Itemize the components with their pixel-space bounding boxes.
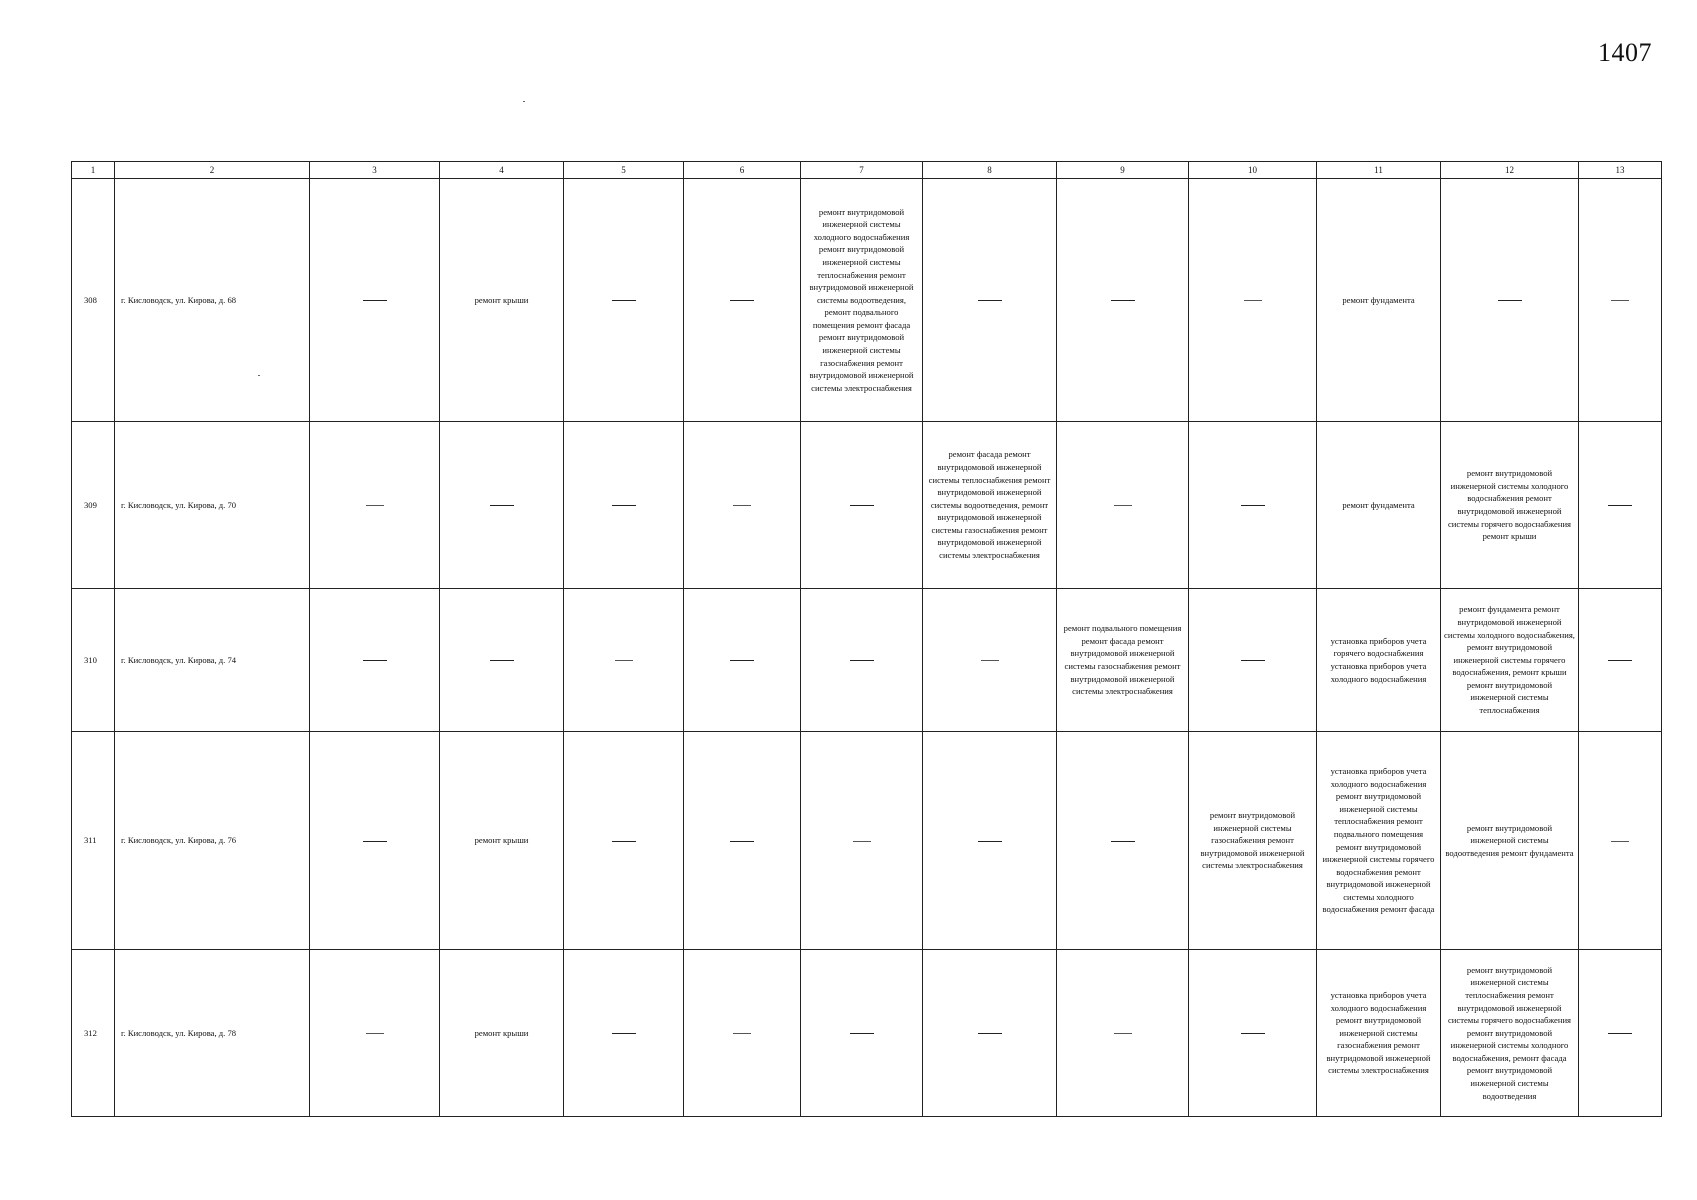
row-number-cell: 312 bbox=[72, 950, 115, 1117]
empty-dash-cell bbox=[1579, 422, 1662, 589]
empty-dash-cell bbox=[801, 950, 923, 1117]
work-type-text: установка приборов учета холодного водоснабжения ремонт внутридомовой инженерной системы теплоснабжения ремонт подвального помещения ремонт внутридомовой инженерной системы горячего водоснабжения ремонт внутридомовой инженерной системы холодного водоснабжения ремонт фасада bbox=[1322, 765, 1435, 915]
empty-dash-cell bbox=[684, 950, 801, 1117]
dash-mark bbox=[1241, 505, 1265, 506]
work-type-cell bbox=[923, 422, 1057, 589]
table-row bbox=[72, 732, 1662, 950]
column-number-13: 13 bbox=[1579, 162, 1662, 179]
work-type-text: ремонт фундамента ремонт внутридомовой инженерной системы холодного водоснабжения, ремонт внутридомовой инженерной системы горячего водоснабжения, ремонт крыши ремонт внутридомовой инженерной системы теплоснабжения bbox=[1444, 604, 1575, 716]
work-type-text: ремонт внутридомовой инженерной системы водоотведения ремонт фундамента bbox=[1445, 822, 1574, 858]
column-number-3: 3 bbox=[310, 162, 440, 179]
empty-dash-cell bbox=[923, 732, 1057, 950]
work-type-cell bbox=[1317, 950, 1441, 1117]
empty-dash-cell bbox=[564, 950, 684, 1117]
empty-dash-cell bbox=[1057, 179, 1189, 422]
work-type-cell bbox=[440, 950, 564, 1117]
dash-mark bbox=[490, 505, 514, 506]
empty-dash-cell bbox=[310, 179, 440, 422]
work-type-text: установка приборов учета холодного водоснабжения ремонт внутридомовой инженерной системы газоснабжения ремонт внутридомовой инженерной системы электроснабжения bbox=[1326, 989, 1431, 1076]
empty-dash-cell bbox=[1189, 422, 1317, 589]
empty-dash-cell bbox=[923, 179, 1057, 422]
work-type-text: ремонт внутридомовой инженерной системы холодного водоснабжения ремонт внутридомовой инженерной системы горячего водоснабжения ремонт крыши bbox=[1447, 468, 1571, 542]
dash-mark bbox=[978, 1033, 1002, 1034]
dash-mark bbox=[1611, 841, 1629, 842]
address-cell: г. Кисловодск, ул. Кирова, д. 78 bbox=[115, 950, 310, 1117]
dash-mark bbox=[1111, 841, 1135, 842]
empty-dash-cell bbox=[801, 589, 923, 732]
table-row bbox=[72, 179, 1662, 422]
empty-dash-cell bbox=[564, 422, 684, 589]
column-number-11: 11 bbox=[1317, 162, 1441, 179]
work-type-cell bbox=[1057, 589, 1189, 732]
empty-dash-cell bbox=[440, 589, 564, 732]
empty-dash-cell bbox=[1189, 589, 1317, 732]
work-type-text: ремонт фундамента bbox=[1342, 499, 1415, 510]
page-number: 1407 bbox=[1598, 38, 1652, 67]
column-number-8: 8 bbox=[923, 162, 1057, 179]
work-type-text: ремонт внутридомовой инженерной системы теплоснабжения ремонт внутридомовой инженерной системы горячего водоснабжения ремонт внутридомовой инженерной системы холодного водоснабжения, ремонт фасада ремонт внутридомовой инженерной системы водоотведения bbox=[1447, 964, 1571, 1101]
dash-mark bbox=[978, 841, 1002, 842]
dash-mark bbox=[730, 660, 754, 661]
work-type-cell bbox=[1441, 589, 1579, 732]
dash-mark bbox=[366, 505, 384, 506]
table-row bbox=[72, 589, 1662, 732]
work-type-text: ремонт фасада ремонт внутридомовой инженерной системы теплоснабжения ремонт внутридомовой инженерной системы водоотведения, ремонт внутридомовой инженерной системы газоснабжения ремонт внутридомовой инженерной системы электроснабжения bbox=[928, 449, 1051, 561]
work-type-cell bbox=[801, 179, 923, 422]
empty-dash-cell bbox=[564, 589, 684, 732]
column-number-7: 7 bbox=[801, 162, 923, 179]
column-number-9: 9 bbox=[1057, 162, 1189, 179]
work-type-text: ремонт крыши bbox=[474, 835, 529, 846]
empty-dash-cell bbox=[310, 422, 440, 589]
dash-mark bbox=[730, 841, 754, 842]
work-type-text: ремонт фундамента bbox=[1342, 294, 1415, 305]
table-body bbox=[72, 179, 1662, 1117]
dash-mark bbox=[1244, 300, 1262, 301]
column-number-4: 4 bbox=[440, 162, 564, 179]
work-type-text: ремонт подвального помещения ремонт фасада ремонт внутридомовой инженерной системы газоснабжения ремонт внутридомовой инженерной системы электроснабжения bbox=[1063, 623, 1182, 697]
row-number-cell: 310 bbox=[72, 589, 115, 732]
work-type-text: ремонт крыши bbox=[474, 294, 529, 305]
empty-dash-cell bbox=[684, 732, 801, 950]
work-type-cell bbox=[1441, 732, 1579, 950]
dash-mark bbox=[1608, 505, 1632, 506]
table-row bbox=[72, 422, 1662, 589]
dash-mark bbox=[363, 660, 387, 661]
dash-mark bbox=[850, 660, 874, 661]
work-type-cell bbox=[1441, 950, 1579, 1117]
empty-dash-cell bbox=[564, 179, 684, 422]
work-type-cell bbox=[1317, 179, 1441, 422]
empty-dash-cell bbox=[1579, 732, 1662, 950]
empty-dash-cell bbox=[1579, 950, 1662, 1117]
row-number-cell: 311 bbox=[72, 732, 115, 950]
dash-mark bbox=[733, 1033, 751, 1034]
dash-mark bbox=[1114, 505, 1132, 506]
work-type-cell bbox=[1189, 732, 1317, 950]
empty-dash-cell bbox=[684, 422, 801, 589]
work-type-cell bbox=[1317, 422, 1441, 589]
empty-dash-cell bbox=[1579, 179, 1662, 422]
dash-mark bbox=[730, 300, 754, 301]
table-row bbox=[72, 950, 1662, 1117]
column-number-6: 6 bbox=[684, 162, 801, 179]
work-type-text: ремонт внутридомовой инженерной системы холодного водоснабжения ремонт внутридомовой инженерной системы теплоснабжения ремонт внутридомовой инженерной системы водоотведения, ремонт подвального помещения ремонт фасада ремонт внутридомовой инженерной системы газоснабжения ремонт внутридомовой инженерной системы электроснабжения bbox=[809, 206, 914, 393]
dash-mark bbox=[1114, 1033, 1132, 1034]
address-cell: г. Кисловодск, ул. Кирова, д. 74 bbox=[115, 589, 310, 732]
dash-mark bbox=[981, 660, 999, 661]
address-cell: г. Кисловодск, ул. Кирова, д. 70 bbox=[115, 422, 310, 589]
empty-dash-cell bbox=[564, 732, 684, 950]
dash-mark bbox=[612, 841, 636, 842]
empty-dash-cell bbox=[801, 732, 923, 950]
empty-dash-cell bbox=[1189, 950, 1317, 1117]
dash-mark bbox=[612, 300, 636, 301]
dash-mark bbox=[978, 300, 1002, 301]
empty-dash-cell bbox=[310, 732, 440, 950]
empty-dash-cell bbox=[1057, 950, 1189, 1117]
work-type-cell bbox=[440, 179, 564, 422]
empty-dash-cell bbox=[1441, 179, 1579, 422]
column-number-2: 2 bbox=[115, 162, 310, 179]
empty-dash-cell bbox=[1189, 179, 1317, 422]
dash-mark bbox=[1611, 300, 1629, 301]
dash-mark bbox=[363, 841, 387, 842]
dash-mark bbox=[490, 660, 514, 661]
dash-mark bbox=[612, 505, 636, 506]
dash-mark bbox=[850, 1033, 874, 1034]
dash-mark bbox=[1241, 660, 1265, 661]
dash-mark bbox=[1608, 660, 1632, 661]
dash-mark bbox=[1241, 1033, 1265, 1034]
row-number-cell: 309 bbox=[72, 422, 115, 589]
work-type-cell bbox=[1317, 589, 1441, 732]
work-type-cell bbox=[440, 732, 564, 950]
work-type-cell bbox=[1317, 732, 1441, 950]
address-cell: г. Кисловодск, ул. Кирова, д. 76 bbox=[115, 732, 310, 950]
work-type-text: ремонт крыши bbox=[474, 1027, 529, 1038]
address-cell: г. Кисловодск, ул. Кирова, д. 68 bbox=[115, 179, 310, 422]
dash-mark bbox=[1608, 1033, 1632, 1034]
dash-mark bbox=[850, 505, 874, 506]
empty-dash-cell bbox=[310, 589, 440, 732]
row-number-cell: 308 bbox=[72, 179, 115, 422]
empty-dash-cell bbox=[310, 950, 440, 1117]
column-number-5: 5 bbox=[564, 162, 684, 179]
dash-mark bbox=[363, 300, 387, 301]
dash-mark bbox=[1111, 300, 1135, 301]
work-type-text: установка приборов учета горячего водоснабжения установка приборов учета холодного водоснабжения bbox=[1330, 635, 1427, 684]
empty-dash-cell bbox=[1579, 589, 1662, 732]
scan-speck bbox=[523, 101, 525, 102]
dash-mark bbox=[615, 660, 633, 661]
column-number-12: 12 bbox=[1441, 162, 1579, 179]
empty-dash-cell bbox=[923, 950, 1057, 1117]
empty-dash-cell bbox=[1057, 732, 1189, 950]
work-type-cell bbox=[1441, 422, 1579, 589]
empty-dash-cell bbox=[684, 589, 801, 732]
column-number-10: 10 bbox=[1189, 162, 1317, 179]
empty-dash-cell bbox=[923, 589, 1057, 732]
repair-schedule-table bbox=[71, 161, 1662, 1117]
dash-mark bbox=[1498, 300, 1522, 301]
dash-mark bbox=[612, 1033, 636, 1034]
column-number-row bbox=[72, 162, 1662, 179]
empty-dash-cell bbox=[1057, 422, 1189, 589]
column-number-1: 1 bbox=[72, 162, 115, 179]
empty-dash-cell bbox=[440, 422, 564, 589]
dash-mark bbox=[853, 841, 871, 842]
work-type-text: ремонт внутридомовой инженерной системы газоснабжения ремонт внутридомовой инженерной системы электроснабжения bbox=[1200, 810, 1305, 871]
empty-dash-cell bbox=[684, 179, 801, 422]
dash-mark bbox=[366, 1033, 384, 1034]
empty-dash-cell bbox=[801, 422, 923, 589]
dash-mark bbox=[733, 505, 751, 506]
